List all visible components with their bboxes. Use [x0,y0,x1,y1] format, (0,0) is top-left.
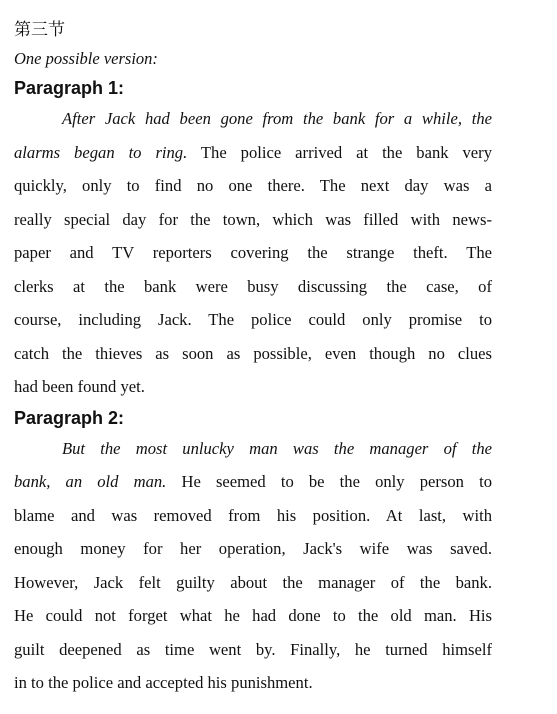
paragraph-2 [14,404,547,700]
text-line: enough money for her operation, Jack's wife was saved. [14,539,492,558]
paragraph-heading: Paragraph 1: [14,78,125,98]
intro-label: One possible version: [14,49,158,68]
text-line: catch the thieves as soon as possible, even though no clues [14,343,492,363]
text-line: bank, an old man. He seemed to be the only person to [14,472,492,491]
text-line: guilt deepened as time went by. Finally, he turned himself [14,639,492,659]
paragraph-1 [14,74,547,404]
text-line: paper and TV reporters covering the strange theft. The [14,243,492,262]
text-line: He could not forget what he had done to the old man. His [14,606,492,625]
text-line: clerks at the bank were busy discussing the case, of [14,276,492,296]
text-line: in to the police and accepted his punishment. [14,673,313,692]
paragraph-body [14,102,492,404]
paragraph-heading: Paragraph 2: [14,407,125,428]
text-line: However, Jack felt guilty about the manager of the bank. [14,572,492,592]
text-line: course, including Jack. The police could only promise to [14,310,492,329]
text-line: quickly, only to find no one there. The next day was a [14,176,492,195]
text-line: really special day for the town, which was filled with news- [14,209,492,229]
text-line: blame and was removed from his position. At last, with [14,505,492,525]
section-title: 第三节 [14,20,65,40]
text-line: After Jack had been gone from the bank for a while, the [62,109,492,128]
text-line: alarms began to ring. The police arrived at the bank very [14,142,492,162]
text-line: had been found yet. [14,377,145,396]
paragraph-body [14,432,492,700]
text-line: But the most unlucky man was the manager of the [62,438,492,458]
